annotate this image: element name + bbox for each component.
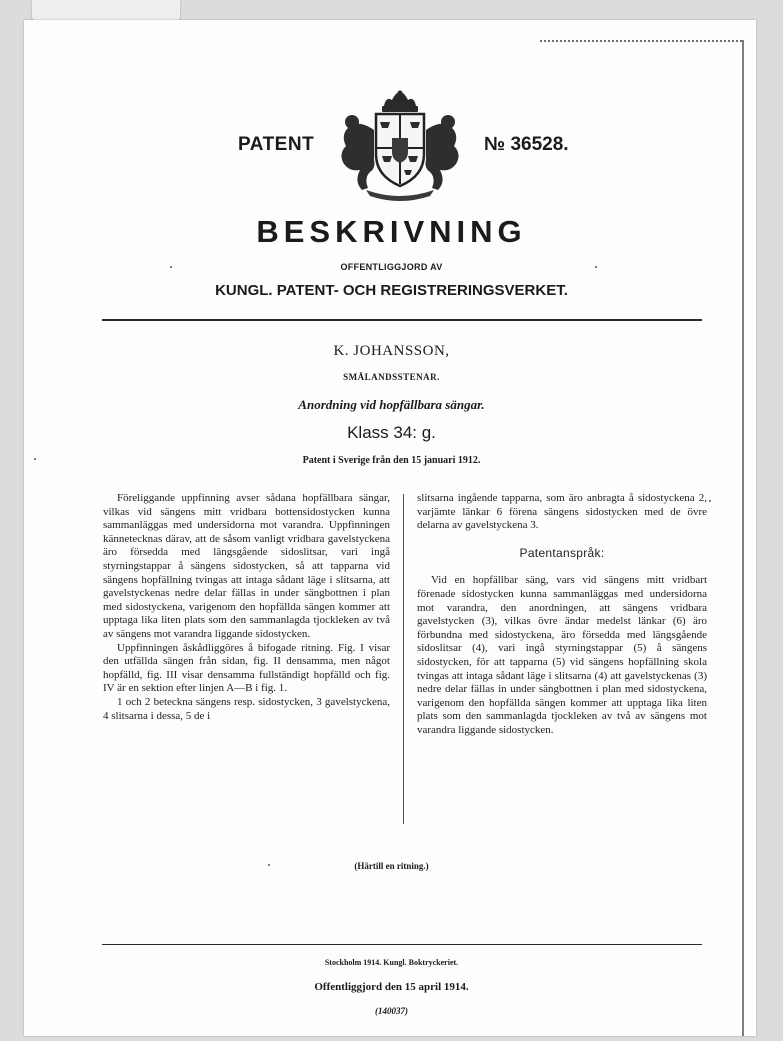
footer-rule — [102, 944, 702, 945]
top-dotted-rule — [540, 40, 742, 42]
subtitle-small: OFFENTLIGGJORD AV — [340, 262, 443, 272]
patent-header — [0, 90, 783, 202]
document-title: BESKRIVNING — [256, 214, 527, 249]
drawing-note: (Härtill en ritning.) — [354, 861, 429, 871]
speck — [268, 864, 270, 866]
speck — [595, 266, 597, 268]
description-paragraph: 1 och 2 beteckna sängens resp. sidostycken, 3 gavelstyckena, 4 slitsarna i dessa, 5 de i — [103, 695, 390, 722]
patent-label: PATENT — [238, 134, 315, 155]
speck — [709, 500, 711, 502]
inventor-place: SMÅLANDSSTENAR. — [343, 372, 440, 382]
patent-class: Klass 34: g. — [347, 423, 436, 442]
patent-subject: Anordning vid hopfällbara sängar. — [298, 397, 485, 412]
print-number: (140037) — [375, 1006, 408, 1016]
publication-date: Offentliggjord den 15 april 1914. — [314, 981, 469, 993]
printer-line: Stockholm 1914. Kungl. Boktryckeriet. — [324, 958, 459, 967]
speck — [170, 266, 172, 268]
description-right-column — [417, 492, 707, 738]
swedish-coat-of-arms-icon — [330, 90, 470, 202]
patent-date: Patent i Sverige från den 15 januari 1912. — [302, 455, 481, 466]
description-left-column — [103, 492, 390, 723]
speck — [34, 458, 36, 460]
patent-number: № 36528. — [484, 134, 569, 155]
inventor-name: K. JOHANSSON, — [333, 343, 450, 359]
description-continuation: slitsarna ingående tapparna, som äro anbragta å sidostyckena 2, varjämte länkar 6 förena sängens sidostycken med de övre delarna av gavelstyckena 3. — [417, 492, 707, 532]
description-paragraph: Uppfinningen åskådliggöres å bifogade ritning. Fig. I visar den utfällda sängen från sidan, fig. II densamma, men något hopfälld, fig. III visar densamma fullständigt hopfälld och fig. IV är en sektion efter linjen A—B i fig. 1. — [103, 641, 390, 695]
window-tab — [32, 0, 180, 22]
claims-heading: Patentanspråk: — [519, 545, 605, 560]
description-paragraph: Föreliggande uppfinning avser sådana hopfällbara sängar, vilkas vid sängens mitt vridbara bottensidostycken kunna sammanläggas med undersidorna mot varandra. Uppfinningen kännetecknas därav, att de såsom vanligt vridbara gavelstyckena äro försedda med längsgående sidoslitsar, vari ingå styrningstappar å sängens sidostycken, så att tapparna vid sängens hopfällning tvingas att intaga sådant läge i slitsarna, att gavelstyckenas nedre delar fällas in under sängbottnen i plan med sidostyckena, varigenom den hopfällda sängen kommer att upptaga lika liten plats som den sammanlagda tjockleken av två av sängens mot varandra liggande sidostycken. — [103, 492, 390, 640]
column-divider — [403, 494, 404, 824]
header-rule — [102, 319, 702, 321]
claims-text: Vid en hopfällbar säng, vars vid sängens mitt vridbart förenade sidostycken kunna sammanläggas med undersidorna mot varandra, den anordningen, att sängens vridbara gavelstycken (3), vilkas övre ändar medelst länkar (6) äro förbundna med sidostyckena, äro försedda med längsgående sidoslitsar (4), vari ingå styrningstappar (5) å sängens sidostycken, för att tapparna (5) vid sängens hopfällning skola tvingas att intaga sådant läge i slitsarna (4) att gavelstyckenas (3) nedre delar fällas in under sängbottnen i plan med sidostyckena, varigenom den hopfällda sängen kommer att upptaga lika liten plats som den sammanlagda tjockleken av två av sängens mot varandra liggande sidostycken. — [417, 574, 707, 736]
subtitle-authority: KUNGL. PATENT- OCH REGISTRERINGSVERKET. — [215, 282, 568, 299]
